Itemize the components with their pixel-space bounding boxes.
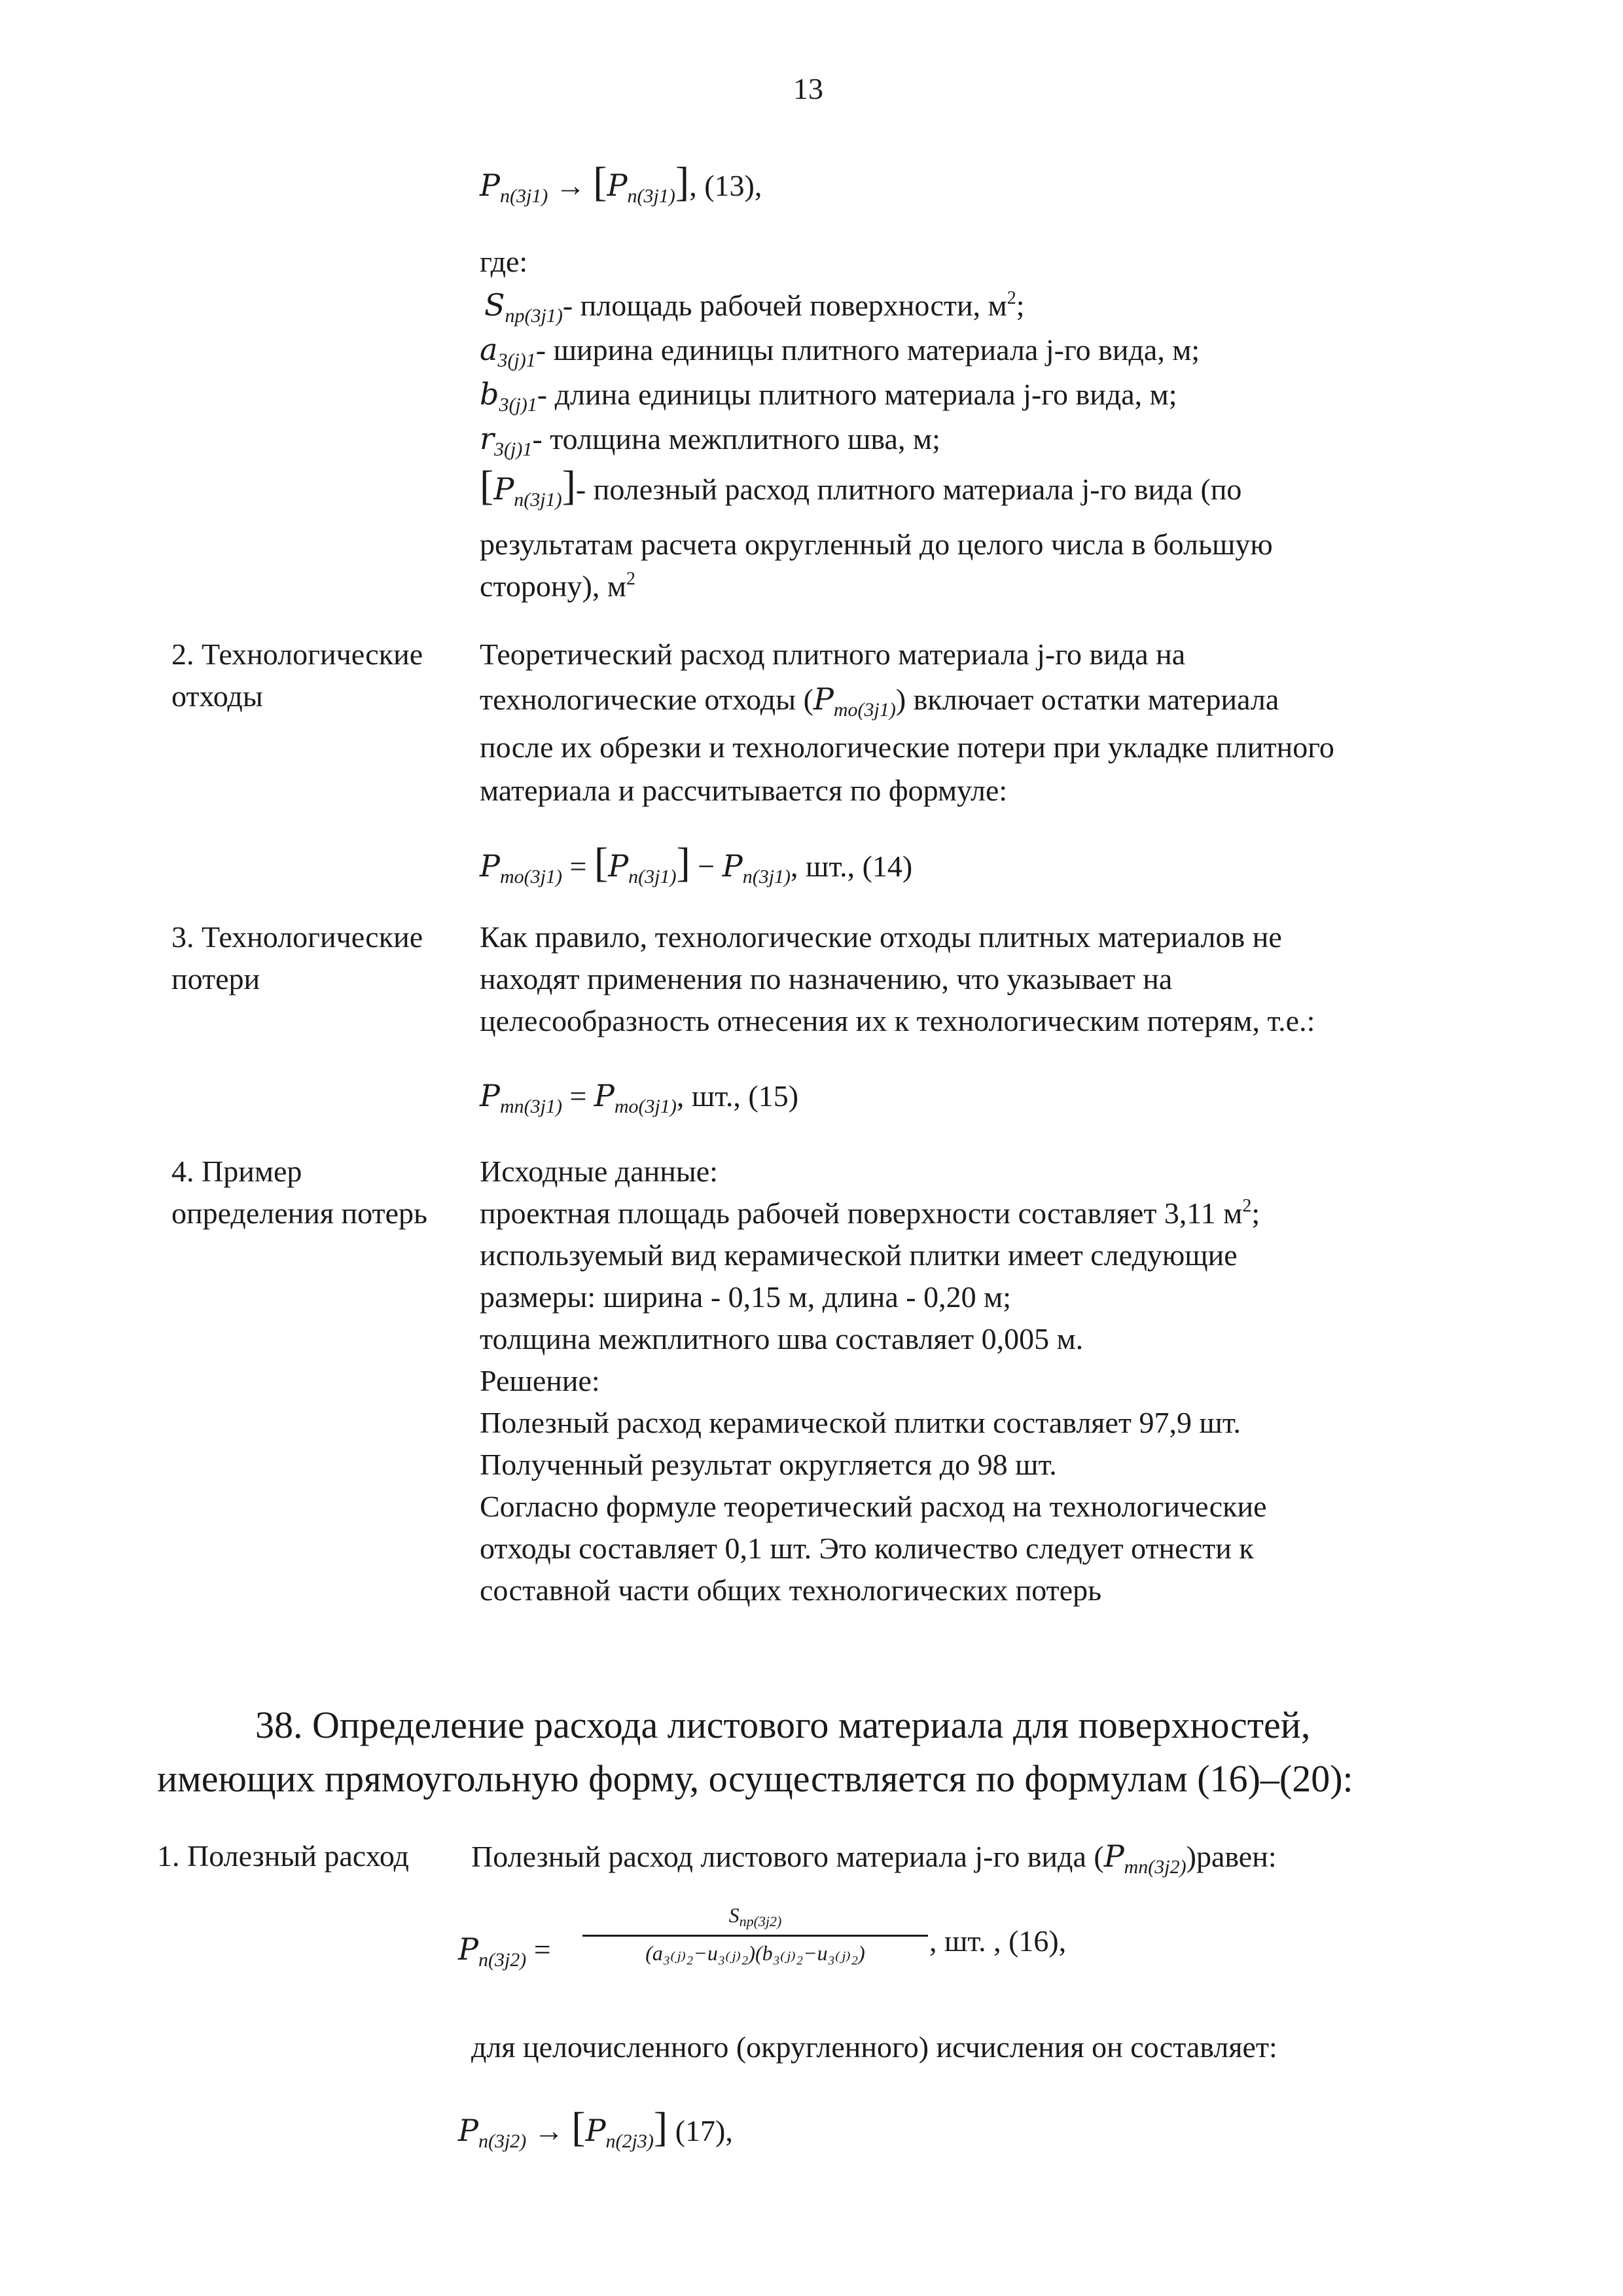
formula-17-sub-2: п(2j3): [605, 2130, 654, 2152]
definition-b-symbol: b: [480, 376, 499, 412]
row4-line9: Согласно формуле теоретический расход на технологические: [480, 1490, 1267, 1523]
formula-16-suffix: , шт. , (16),: [929, 1924, 1067, 1958]
row2-line4: материала и рассчитывается по формуле:: [480, 774, 1008, 807]
row2-symbol: P: [813, 681, 834, 717]
row4-line5: толщина межплитного шва составляет 0,005 м.: [480, 1322, 1084, 1355]
definition-a-symbol: a: [480, 332, 498, 367]
definition-p-sub: п(3j1): [514, 489, 562, 511]
row4-line4: размеры: ширина - 0,15 м, длина - 0,20 м;: [480, 1280, 1011, 1314]
formula-17: [458, 2106, 733, 2152]
formula-16-fraction-line: [582, 1935, 928, 1937]
formula-14-symbol: P: [480, 848, 500, 884]
definition-a-text: - ширина единицы плитного материала j-го вида, м;: [535, 333, 1200, 367]
row3-line2: находят применения по назначению, что указывает на: [480, 962, 1173, 996]
formula-17-symbol-2: P: [585, 2113, 606, 2148]
formula-16-numerator: [582, 1902, 928, 1928]
row4-line11: составной части общих технологических потерь: [480, 1573, 1102, 1607]
formula-17-sub: п(3j2): [478, 2130, 527, 2152]
formula-13-bracket-left: [: [593, 158, 607, 205]
formula-14-eq: =: [562, 850, 594, 883]
formula-16-symbol: P: [458, 1931, 478, 1967]
row4-line2-sup: 2: [1242, 1196, 1252, 1216]
formula-15: [480, 1075, 798, 1117]
row2-label-line2: отходы: [171, 679, 263, 713]
row5-symbol: P: [1103, 1839, 1124, 1874]
definition-s-end: ;: [1016, 289, 1025, 322]
row4-line2-text: проектная площадь рабочей поверхности составляет 3,11 м: [480, 1196, 1243, 1230]
definition-a-sub: 3(j)1: [497, 350, 536, 371]
row4-line1: Исходные данные:: [480, 1155, 718, 1188]
formula-13-sub: п(3j1): [499, 185, 548, 207]
formula-15-sub: тп(3j1): [499, 1096, 562, 1117]
formula-14: [480, 839, 913, 888]
definition-s-text: - площадь рабочей поверхности, м: [562, 289, 1007, 322]
formula-15-eq: =: [562, 1079, 594, 1113]
definition-p-text: - полезный расход плитного материала j-го вида (по: [575, 473, 1242, 506]
formula-15-sub-2: то(3j1): [614, 1096, 677, 1117]
formula-13: [480, 158, 762, 207]
formula-13-suffix: , (13),: [689, 169, 762, 202]
formula-13-symbol: P: [480, 168, 500, 203]
formula-16-denominator: (a₃₍ⱼ₎₂−u₃₍ⱼ₎₂)(b₃₍ⱼ₎₂−u₃₍ⱼ₎₂): [645, 1941, 865, 1965]
formula-16-eq: =: [526, 1933, 551, 1966]
row2-line3: после их обрезки и технологические потери при укладке плитного: [480, 730, 1334, 764]
integer-text: для целочисленного (округленного) исчисления он составляет:: [471, 2030, 1277, 2064]
row3-label-line1: 3. Технологические: [171, 920, 423, 954]
row3-line3: целесообразность отнесения их к технологическим потерям, т.е.:: [480, 1004, 1315, 1037]
formula-16-num-symbol: S: [728, 1903, 740, 1927]
formula-17-arrow: →: [526, 2114, 572, 2147]
row4-line3: используемый вид керамической плитки имеет следующие: [480, 1238, 1238, 1272]
formula-17-bracket-left: [: [571, 2104, 586, 2150]
formula-13-symbol-2: P: [607, 168, 628, 203]
row4-line6: Решение:: [480, 1364, 600, 1397]
formula-15-symbol: P: [480, 1078, 500, 1113]
formula-17-symbol: P: [458, 2113, 478, 2148]
row5-label: 1. Полезный расход: [157, 1839, 409, 1873]
row2-line1: Теоретический расход плитного материала j-го вида на: [480, 637, 1186, 671]
definition-b-text: - длина единицы плитного материала j-го вида, м;: [537, 378, 1177, 411]
definition-s: [484, 284, 1025, 327]
row2-label-line1: 2. Технологические: [171, 637, 423, 671]
row2-line2-a: технологические отходы (: [480, 683, 813, 716]
row5-text: [471, 1835, 1277, 1878]
definition-s-sub: пр(3j1): [505, 305, 563, 327]
formula-14-sub-3: п(3j1): [742, 866, 791, 888]
definition-a: [480, 329, 1200, 371]
row4-line8: Полученный результат округляется до 98 шт.: [480, 1448, 1057, 1481]
section-38-line1: 38. Определение расхода листового материала для поверхностей,: [255, 1704, 1311, 1746]
definition-p-line3: [480, 565, 635, 607]
formula-15-suffix: , шт., (15): [676, 1079, 799, 1113]
page-number: 13: [793, 72, 823, 105]
formula-13-sub-2: п(3j1): [627, 185, 675, 207]
definition-p-line3-sup: 2: [626, 569, 635, 589]
row2-line2-b: ) включает остатки материала: [895, 683, 1279, 716]
where-label: где:: [480, 245, 528, 278]
row2-line2: [480, 678, 1279, 721]
formula-16-lhs: [458, 1928, 551, 1971]
definition-p: [480, 462, 1242, 511]
formula-15-symbol-2: P: [594, 1078, 615, 1113]
formula-14-bracket-left: [: [594, 839, 609, 886]
definition-s-symbol: S: [484, 287, 505, 323]
formula-14-minus: −: [690, 850, 722, 883]
row4-label-line1: 4. Пример: [171, 1155, 302, 1188]
row4-line10: отходы составляет 0,1 шт. Это количество следует отнести к: [480, 1532, 1254, 1565]
definition-p-bracket-left: [: [480, 462, 494, 509]
formula-14-symbol-2: P: [608, 848, 629, 884]
formula-14-sub-2: п(3j1): [628, 866, 677, 888]
definition-b-sub: 3(j)1: [499, 394, 537, 416]
row5-text-a: Полезный расход листового материала j-го вида (: [471, 1840, 1104, 1873]
formula-14-symbol-3: P: [722, 848, 743, 884]
formula-14-bracket-right: ]: [676, 839, 690, 886]
row4-label-line2: определения потерь: [171, 1196, 428, 1230]
definition-s-sup: 2: [1007, 288, 1016, 308]
row4-line2-end: ;: [1251, 1196, 1260, 1230]
row3-line1: Как правило, технологические отходы плитных материалов не: [480, 920, 1282, 954]
formula-17-suffix: (17),: [668, 2114, 733, 2147]
formula-17-bracket-right: ]: [653, 2104, 668, 2150]
definition-b: [480, 373, 1177, 416]
formula-16-num-sub: пр(3j2): [739, 1913, 782, 1929]
definition-r-text: - толщина межплитного шва, м;: [532, 422, 940, 456]
formula-13-arrow: →: [555, 169, 586, 202]
row2-sub: то(3j1): [833, 699, 896, 721]
definition-p-bracket-right: ]: [562, 462, 576, 509]
formula-14-suffix: , шт., (14): [791, 850, 913, 883]
section-38-line2: имеющих прямоугольную форму, осуществляется по формулам (16)–(20):: [157, 1757, 1353, 1800]
definition-r-symbol: r: [480, 421, 494, 456]
definition-p-line3-text: сторону), м: [480, 569, 626, 603]
definition-r-sub: 3(j)1: [494, 439, 533, 460]
row5-text-b: )равен:: [1186, 1840, 1277, 1873]
row3-label-line2: потери: [171, 962, 260, 996]
row4-line7: Полезный расход керамической плитки составляет 97,9 шт.: [480, 1406, 1241, 1439]
definition-r: [480, 418, 940, 460]
row4-line2: [480, 1193, 1260, 1234]
formula-16-sub: п(3j2): [478, 1949, 527, 1971]
definition-p-line2: результатам расчета округленный до целого числа в большую: [480, 528, 1273, 561]
formula-13-bracket-right: ]: [675, 158, 690, 205]
definition-p-symbol: P: [493, 471, 514, 507]
row5-sub: тп(3j2): [1124, 1856, 1186, 1878]
formula-14-sub: то(3j1): [499, 866, 562, 888]
